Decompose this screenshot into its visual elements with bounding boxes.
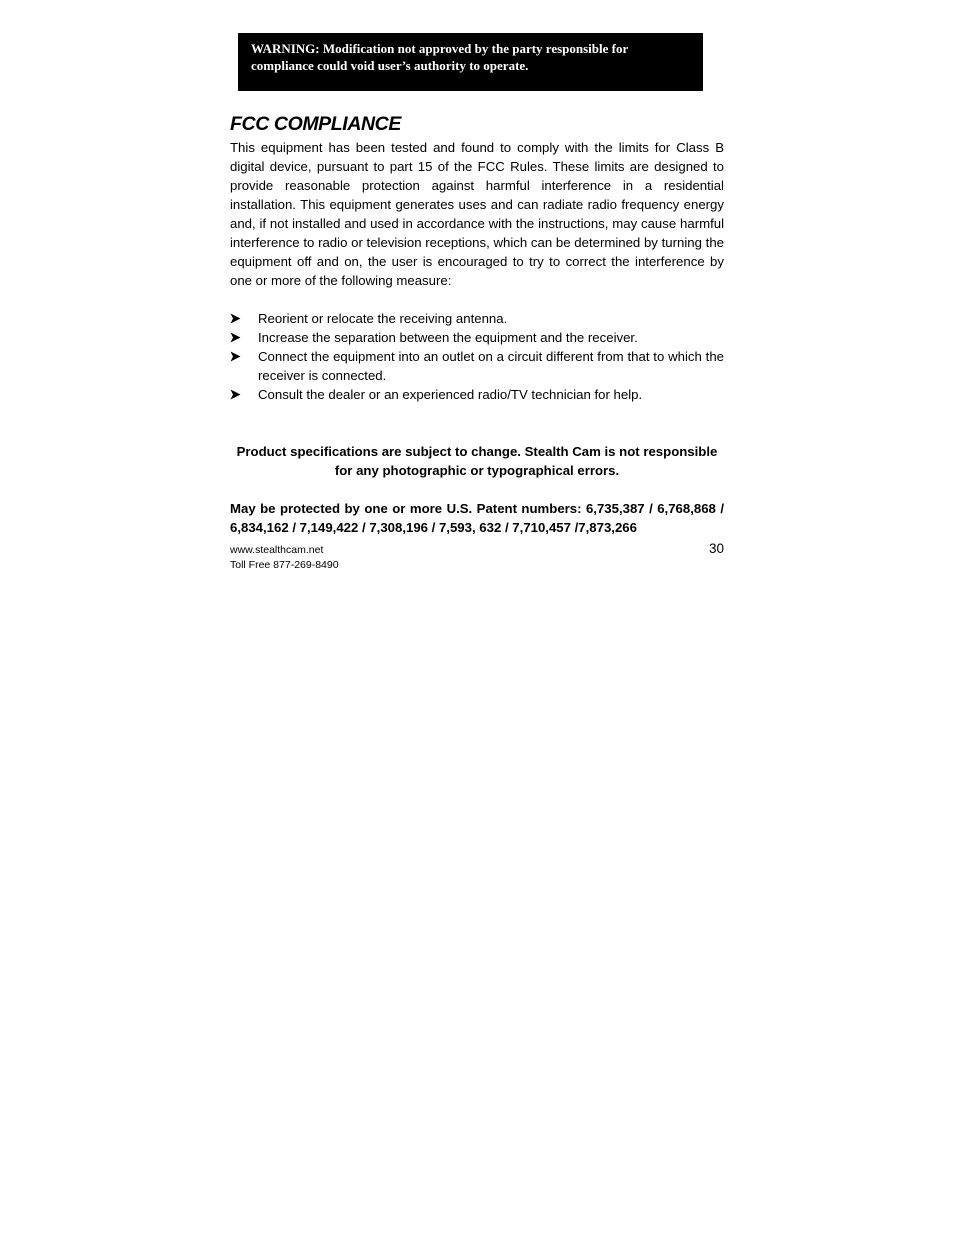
list-item-text: Consult the dealer or an experienced radio/TV technician for help. (258, 387, 643, 402)
list-item (230, 347, 724, 385)
footer-phone: Toll Free 877-269-8490 (230, 559, 339, 571)
content-column (230, 112, 724, 579)
warning-line-2: compliance could void user’s authority to operate. (251, 57, 529, 73)
list-item-text: Increase the separation between the equipment and the receiver. (258, 330, 638, 345)
list-item (230, 328, 724, 347)
warning-line-1: WARNING: Modification not approved by the party responsible for (251, 41, 629, 56)
arrowhead-bullet-icon (230, 309, 244, 328)
page-number: 30 (708, 541, 724, 556)
list-item-text: Reorient or relocate the receiving antenna. (258, 311, 508, 326)
arrowhead-bullet-icon (230, 328, 244, 347)
fcc-compliance-heading: FCC COMPLIANCE (230, 113, 401, 135)
fcc-body-paragraph: This equipment has been tested and found to comply with the limits for Class B digital device, pursuant to part 15 of the FCC Rules. These limits are designed to provide reasonable protection against harmful interference in a residential installation. This equipment generates uses and can radiate radio frequency energy and, if not installed and used in accordance with the instructions, may cause harmful interference to radio or television receptions, which can be determined by turning the equipment off and on, the user is encouraged to try to correct the interference by one or more of the following measure: (230, 140, 724, 288)
disclaimer (230, 442, 724, 480)
warning-box (238, 33, 703, 91)
fcc-measures-list (230, 309, 724, 404)
footer-website: www.stealthcam.net (230, 544, 324, 556)
footer-contact (230, 543, 339, 573)
list-item (230, 385, 724, 404)
disclaimer-line-2: for any photographic or typographical errors. (334, 463, 620, 478)
arrowhead-bullet-icon (230, 385, 244, 404)
list-item-text: Connect the equipment into an outlet on a circuit different from that to which the receiver is connected. (258, 349, 724, 383)
disclaimer-line-1: Product specifications are subject to change. Stealth Cam is not responsible (236, 444, 718, 459)
patent-notice: May be protected by one or more U.S. Patent numbers: 6,735,387 / 6,768,868 / 6,834,162 / 7,149,422 / 7,308,196 / 7,593, 632 / 7,710,457 /7,873,266 (230, 501, 724, 535)
page-footer (230, 539, 724, 579)
arrowhead-bullet-icon (230, 347, 244, 366)
list-item (230, 309, 724, 328)
